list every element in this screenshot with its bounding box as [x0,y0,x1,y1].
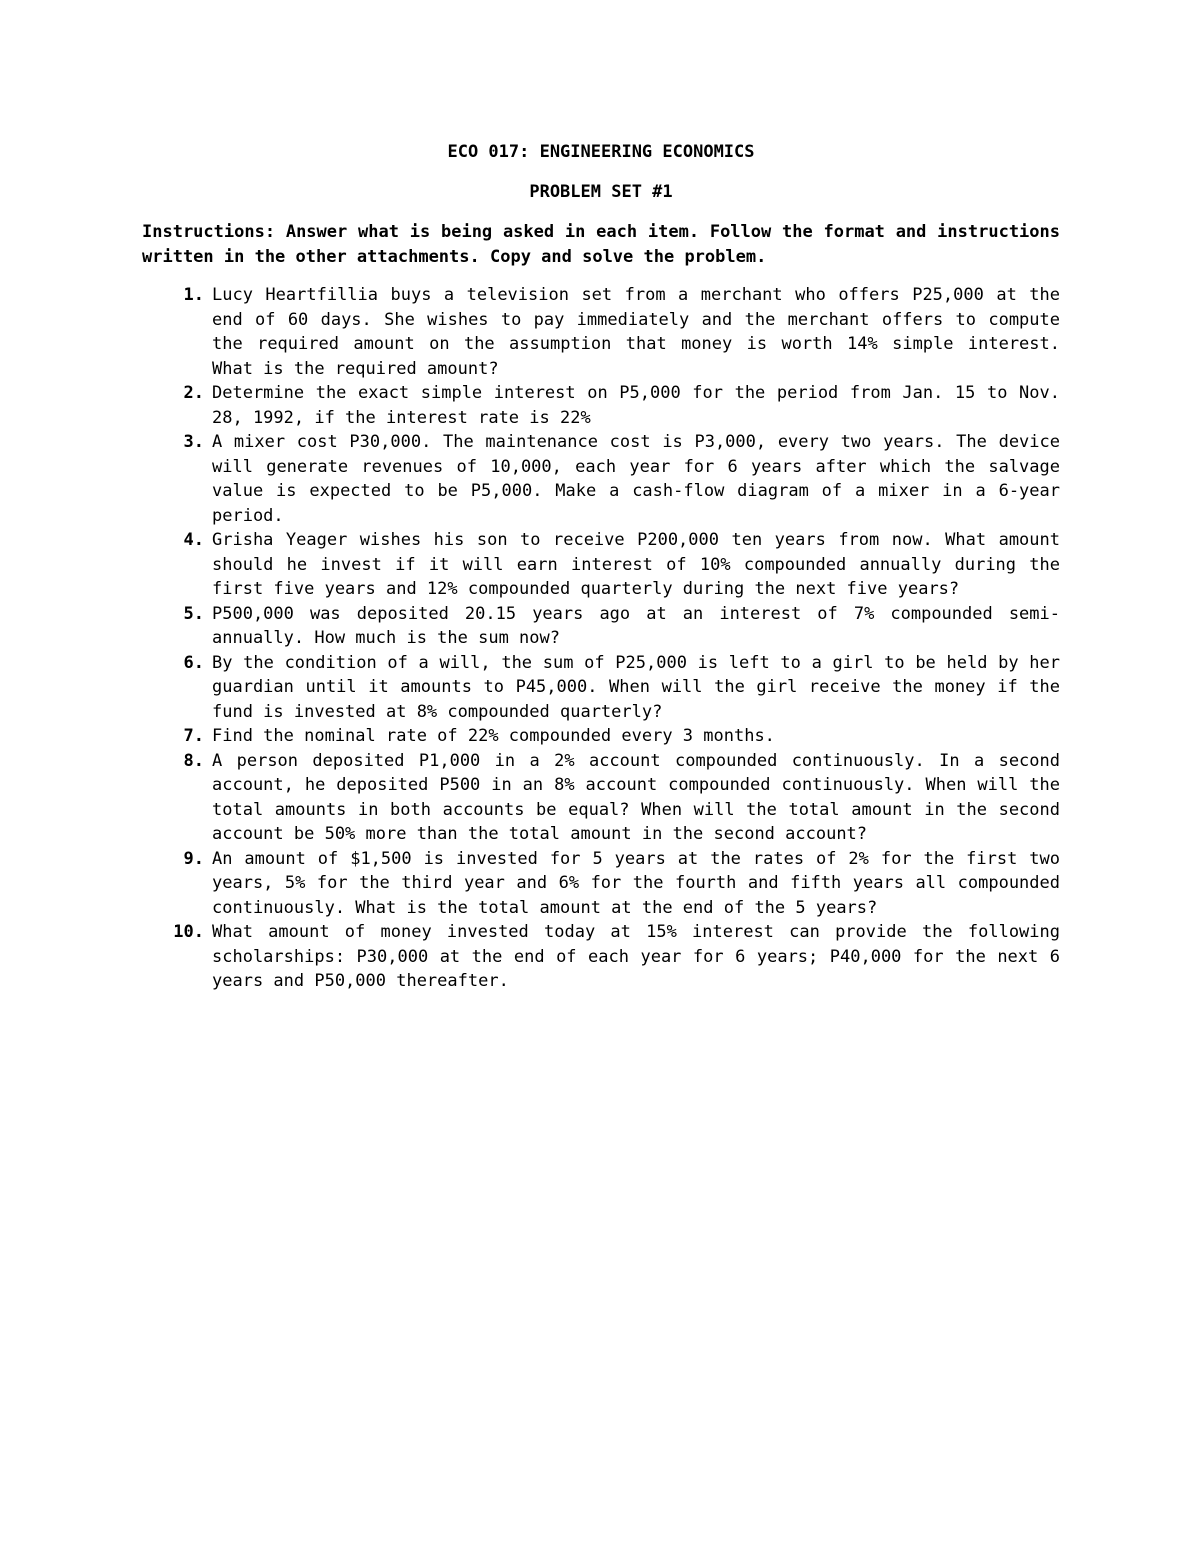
problem-item-6 [142,651,1060,725]
problem-item-1 [142,283,1060,381]
problem-text: Lucy Heartfillia buys a television set from a merchant who offers P25,000 at the end of 60 days. She wishes to pay immediately and the merchant offers to compute the required amount on the assumption that money is worth 14% simple interest. What is the required amount? [212,285,1060,379]
problem-text: A mixer cost P30,000. The maintenance cost is P3,000, every two years. The device will generate revenues of 10,000, each year for 6 years after which the salvage value is expected to be P5,000. Make a cash-flow diagram of a mixer in a 6-year period. [212,432,1060,526]
problem-number: 5. [183,603,204,624]
problem-text: P500,000 was deposited 20.15 years ago at an interest of 7% compounded semi-annually. How much is the sum now? [212,603,1060,648]
problem-text: An amount of $1,500 is invested for 5 years at the rates of 2% for the first two years, 5% for the third year and 6% for the fourth and fifth years all compounded continuously. What is the total amount at the end of the 5 years? [212,848,1060,918]
problem-text: By the condition of a will, the sum of P25,000 is left to a girl to be held by her guardian until it amounts to P45,000. When will the girl receive the money if the fund is invested at 8% compounded quarterly? [212,652,1060,722]
problem-item-5 [142,602,1060,651]
problem-number: 7. [183,726,204,746]
problem-list [142,283,1060,994]
problem-item-4 [142,528,1060,602]
problem-number: 2. [183,383,204,403]
problem-item-8 [142,749,1060,847]
problem-number: 3. [183,432,204,452]
problem-text: Find the nominal rate of 22% compounded every 3 months. [212,726,775,746]
instructions-paragraph: Instructions: Answer what is being asked in each item. Follow the format and instructions written in the other attachments. Copy and solve the problem. [142,222,1060,267]
problem-number: 9. [183,848,204,869]
problem-text: Determine the exact simple interest on P5,000 for the period from Jan. 15 to Nov. 28, 1992, if the interest rate is 22% [212,383,1060,428]
problem-number: 10. [173,922,204,942]
problem-item-2 [142,381,1060,430]
problem-item-7 [142,724,1060,749]
problem-number: 6. [183,652,204,673]
problem-item-9 [142,847,1060,921]
problem-item-3 [142,430,1060,528]
problem-text: A person deposited P1,000 in a 2% account compounded continuously. In a second account, he deposited P500 in an 8% account compounded continuously. When will the total amounts in both accounts be equal? When will the total amount in the second account be 50% more than the total amount in the second account? [212,750,1060,844]
problem-item-10 [142,920,1060,994]
document-page [142,140,1060,994]
problem-number: 8. [183,750,204,771]
document-title: ECO 017: ENGINEERING ECONOMICS [447,142,755,162]
problem-number: 1. [183,285,204,305]
problem-text: Grisha Yeager wishes his son to receive P200,000 ten years from now. What amount should he invest if it will earn interest of 10% compounded annually during the first five years and 12% compounded quarterly during the next five years? [212,530,1060,599]
document-subtitle: PROBLEM SET #1 [529,182,673,202]
problem-number: 4. [183,530,204,550]
problem-text: What amount of money invested today at 15% interest can provide the following scholarships: P30,000 at the end of each year for 6 years; P40,000 for the next 6 years and P50,000 thereafter. [212,922,1060,991]
